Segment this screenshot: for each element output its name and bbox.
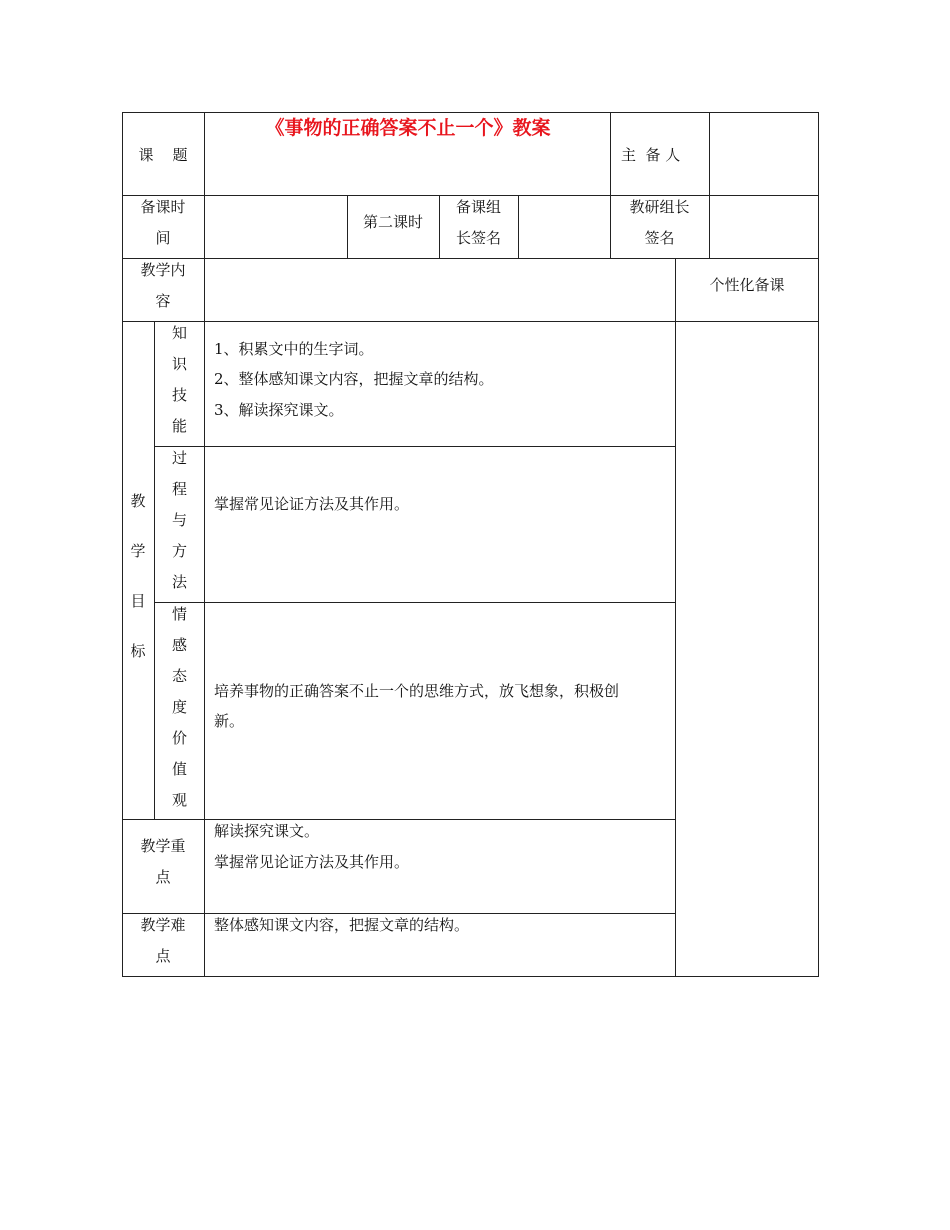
key-points-label: 教学重 点: [140, 837, 186, 886]
list-item: 1、积累文中的生字词。: [214, 340, 374, 358]
topic-label: 课 题: [138, 146, 188, 164]
process-label: 过 程 与 方 法: [171, 449, 187, 591]
emotion-label: 情 感 态 度 价 值 观: [171, 605, 187, 809]
list-item: 3、解读探究课文。: [214, 401, 344, 419]
key-points-line: 解读探究课文。: [214, 822, 320, 840]
difficulties-text: 整体感知课文内容，把握文章的结构。: [214, 916, 470, 934]
page-title: 《事物的正确答案不止一个》教案: [265, 117, 551, 139]
group-sign-label: 备课组 长签名: [455, 198, 501, 247]
rule: [122, 976, 819, 977]
rule: [154, 446, 676, 447]
content-label: 教学内 容: [140, 261, 186, 310]
list-item: 2、整体感知课文内容，把握文章的结构。: [214, 370, 494, 388]
rule: [122, 819, 676, 820]
emotion-text-line: 培养事物的正确答案不止一个的思维方式，放飞想象，积极创: [214, 682, 620, 700]
emotion-text-line: 新。: [214, 712, 245, 730]
rule: [122, 258, 819, 259]
personal-prep-label: 个性化备课: [709, 276, 785, 294]
preparer-label: 主 备 人: [621, 146, 681, 164]
rule: [204, 112, 205, 977]
rule: [709, 112, 710, 259]
knowledge-label: 知 识 技 能: [171, 324, 187, 435]
difficulties-label: 教学难 点: [140, 916, 186, 965]
prep-time-label: 备课时 间: [140, 198, 186, 247]
rule: [518, 195, 519, 259]
lesson-number: 第二课时: [362, 213, 423, 231]
rule: [122, 112, 819, 113]
objectives-label: 教 学 目 标: [130, 492, 146, 660]
rule: [154, 602, 676, 603]
key-points-line: 掌握常见论证方法及其作用。: [214, 853, 410, 871]
rule: [675, 258, 676, 977]
rule: [818, 112, 819, 977]
process-text: 掌握常见论证方法及其作用。: [214, 495, 410, 513]
research-sign-label: 教研组长 签名: [629, 198, 690, 247]
rule: [122, 321, 819, 322]
